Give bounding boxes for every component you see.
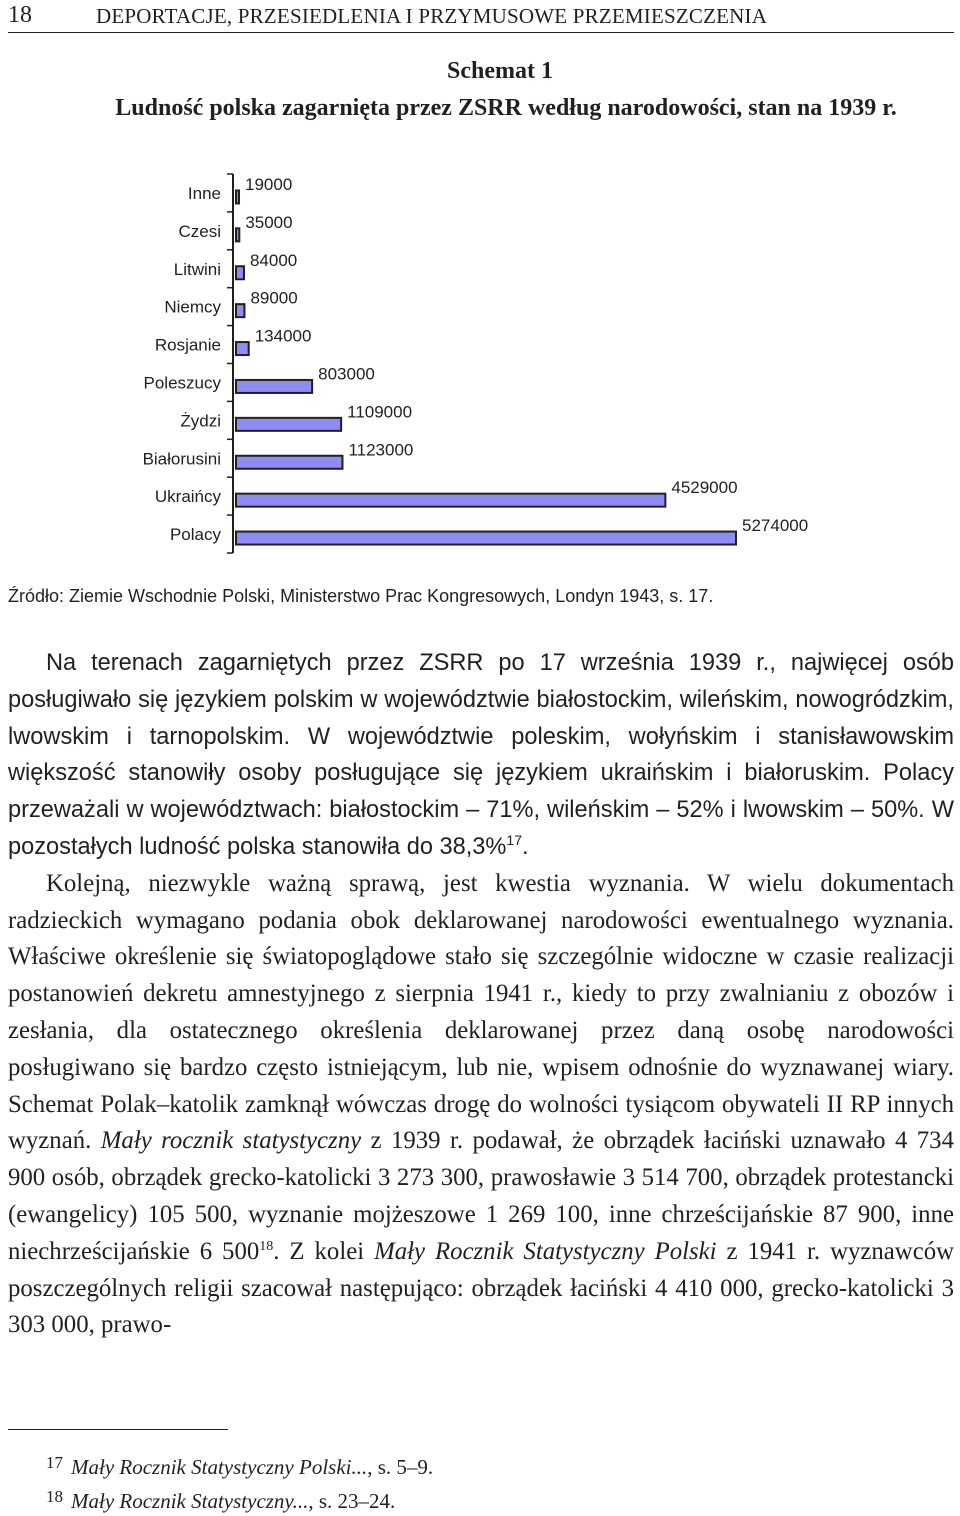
bar (236, 342, 249, 355)
bar (236, 456, 342, 469)
category-label: Niemcy (164, 297, 221, 317)
value-label: 19000 (245, 174, 293, 194)
bar (236, 380, 312, 393)
category-label: Polacy (169, 525, 221, 545)
category-label: Inne (187, 183, 221, 203)
paragraph-1 (8, 645, 954, 866)
bar (236, 228, 239, 241)
footnote-number: 17 (46, 1453, 63, 1472)
footnotes (46, 1448, 433, 1516)
paragraph-2-italic-1: Mały rocznik statystyczny (100, 1127, 362, 1155)
category-label: Żydzi (180, 411, 221, 431)
page-number: 18 (8, 2, 32, 28)
paragraph-1-text: Na terenach zagarniętych przez ZSRR po 17 września 1939 r., najwięcej osób posługiwało się językiem polskim w województwie białostockim, wileńskim, nowogródzkim, lwowskim i tarnopolskim. W województwie poleskim, wołyńskim i stanisławowskim większość stanowiły osoby posługujące się językiem ukraińskim i białoruskim. Polacy przeważali w województwach: białostockim – 71%, wileńskim – 52% i lwowskim – 50%. W pozostałych ludność polska stanowiła do 38,3% (8, 650, 954, 860)
footnote-rest: , s. 23–24. (308, 1489, 396, 1513)
running-title: DEPORTACJE, PRZESIEDLENIA I PRZYMUSOWE PRZEMIESZCZENIA (96, 4, 768, 28)
chart-source: Źródło: Ziemie Wschodnie Polski, Ministerstwo Prac Kongresowych, Londyn 1943, s. 17. (8, 586, 714, 606)
footnote-rule (8, 1429, 228, 1430)
page-header (8, 0, 954, 33)
paragraph-1-end: . (521, 833, 529, 860)
value-label: 5274000 (742, 516, 809, 536)
value-label: 4529000 (671, 478, 738, 498)
footnote-title: Mały Rocznik Statystyczny... (71, 1489, 309, 1513)
paragraph-2-text-b: z 1939 r. podawał, że obrządek łaciński uznawało 4 734 900 osób, obrządek grecko-katolicki 3 273 300, prawosławie 3 514 700, obrządek protestancki (ewangelicy) 105 500, wyznanie mojżeszowe 1 269 100, inne chrześcijańskie 87 900, inne niechrześcijańskie 6 500 (8, 1127, 954, 1265)
footnote-title: Mały Rocznik Statystyczny Polski... (71, 1455, 368, 1479)
bar (236, 190, 239, 203)
value-label: 1109000 (347, 402, 413, 422)
paragraph-2 (8, 866, 954, 1344)
footnote-rest: , s. 5–9. (367, 1455, 434, 1479)
footnote-ref-18[interactable]: 18 (259, 1238, 274, 1254)
category-label: Rosjanie (154, 335, 221, 355)
paragraph-2-italic-2: Mały Rocznik Statystyczny Polski (374, 1237, 717, 1265)
footnote-17 (46, 1448, 433, 1482)
category-label: Poleszucy (143, 373, 221, 393)
footnote-ref-17[interactable]: 17 (506, 831, 522, 848)
bar (236, 532, 736, 545)
value-label: 134000 (254, 326, 312, 346)
body-text (8, 645, 954, 1344)
footnote-number: 18 (46, 1487, 63, 1506)
value-label: 1123000 (348, 440, 414, 460)
category-label: Czesi (178, 221, 221, 241)
nationality-bar-chart (0, 170, 960, 560)
value-label: 89000 (250, 288, 298, 308)
value-label: 803000 (318, 364, 375, 384)
paragraph-2-text-d: z 1941 r. wyznawców poszczególnych religii szacował następująco: obrządek łaciński 4 410 000, grecko-katolicki 3 303 000, prawo- (8, 1237, 955, 1339)
value-label: 35000 (245, 212, 293, 232)
bar (236, 304, 244, 317)
paragraph-2-text-a: Kolejną, niezwykle ważną sprawą, jest kwestia wyznania. W wielu dokumentach radzieckich wymagano podania obok deklarowanej narodowości ewentualnego wyznania. Właściwe określenie się światopoglądowe stało się szczególnie widoczne w czasie realizacji postanowień dekretu amnestyjnego z sierpnia 1941 r., kiedy to przy zwalnianiu z obozów i zesłania, dla ostatecznego określenia deklarowanej przez daną osobę narodowości posługiwano się bardzo często istniejącym, lub nie, wpisem odnośnie do wyznawanej wiary. Schemat Polak–katolik zamknął wówczas drogę do wolności tysiącom obywateli II RP innych wyznań. (8, 869, 954, 1155)
bar (236, 494, 665, 507)
footnote-18 (46, 1482, 433, 1516)
bar (236, 266, 244, 279)
category-label: Litwini (173, 259, 221, 279)
category-label: Białorusini (142, 449, 221, 469)
value-label: 84000 (249, 250, 298, 270)
figure-label: Schemat 1 (447, 58, 553, 84)
bar (236, 418, 341, 431)
paragraph-2-text-c: . Z kolei (273, 1237, 365, 1265)
figure-title: Ludność polska zagarnięta przez ZSRR według narodowości, stan na 1939 r. (115, 95, 897, 121)
category-label: Ukraińcy (154, 487, 221, 507)
